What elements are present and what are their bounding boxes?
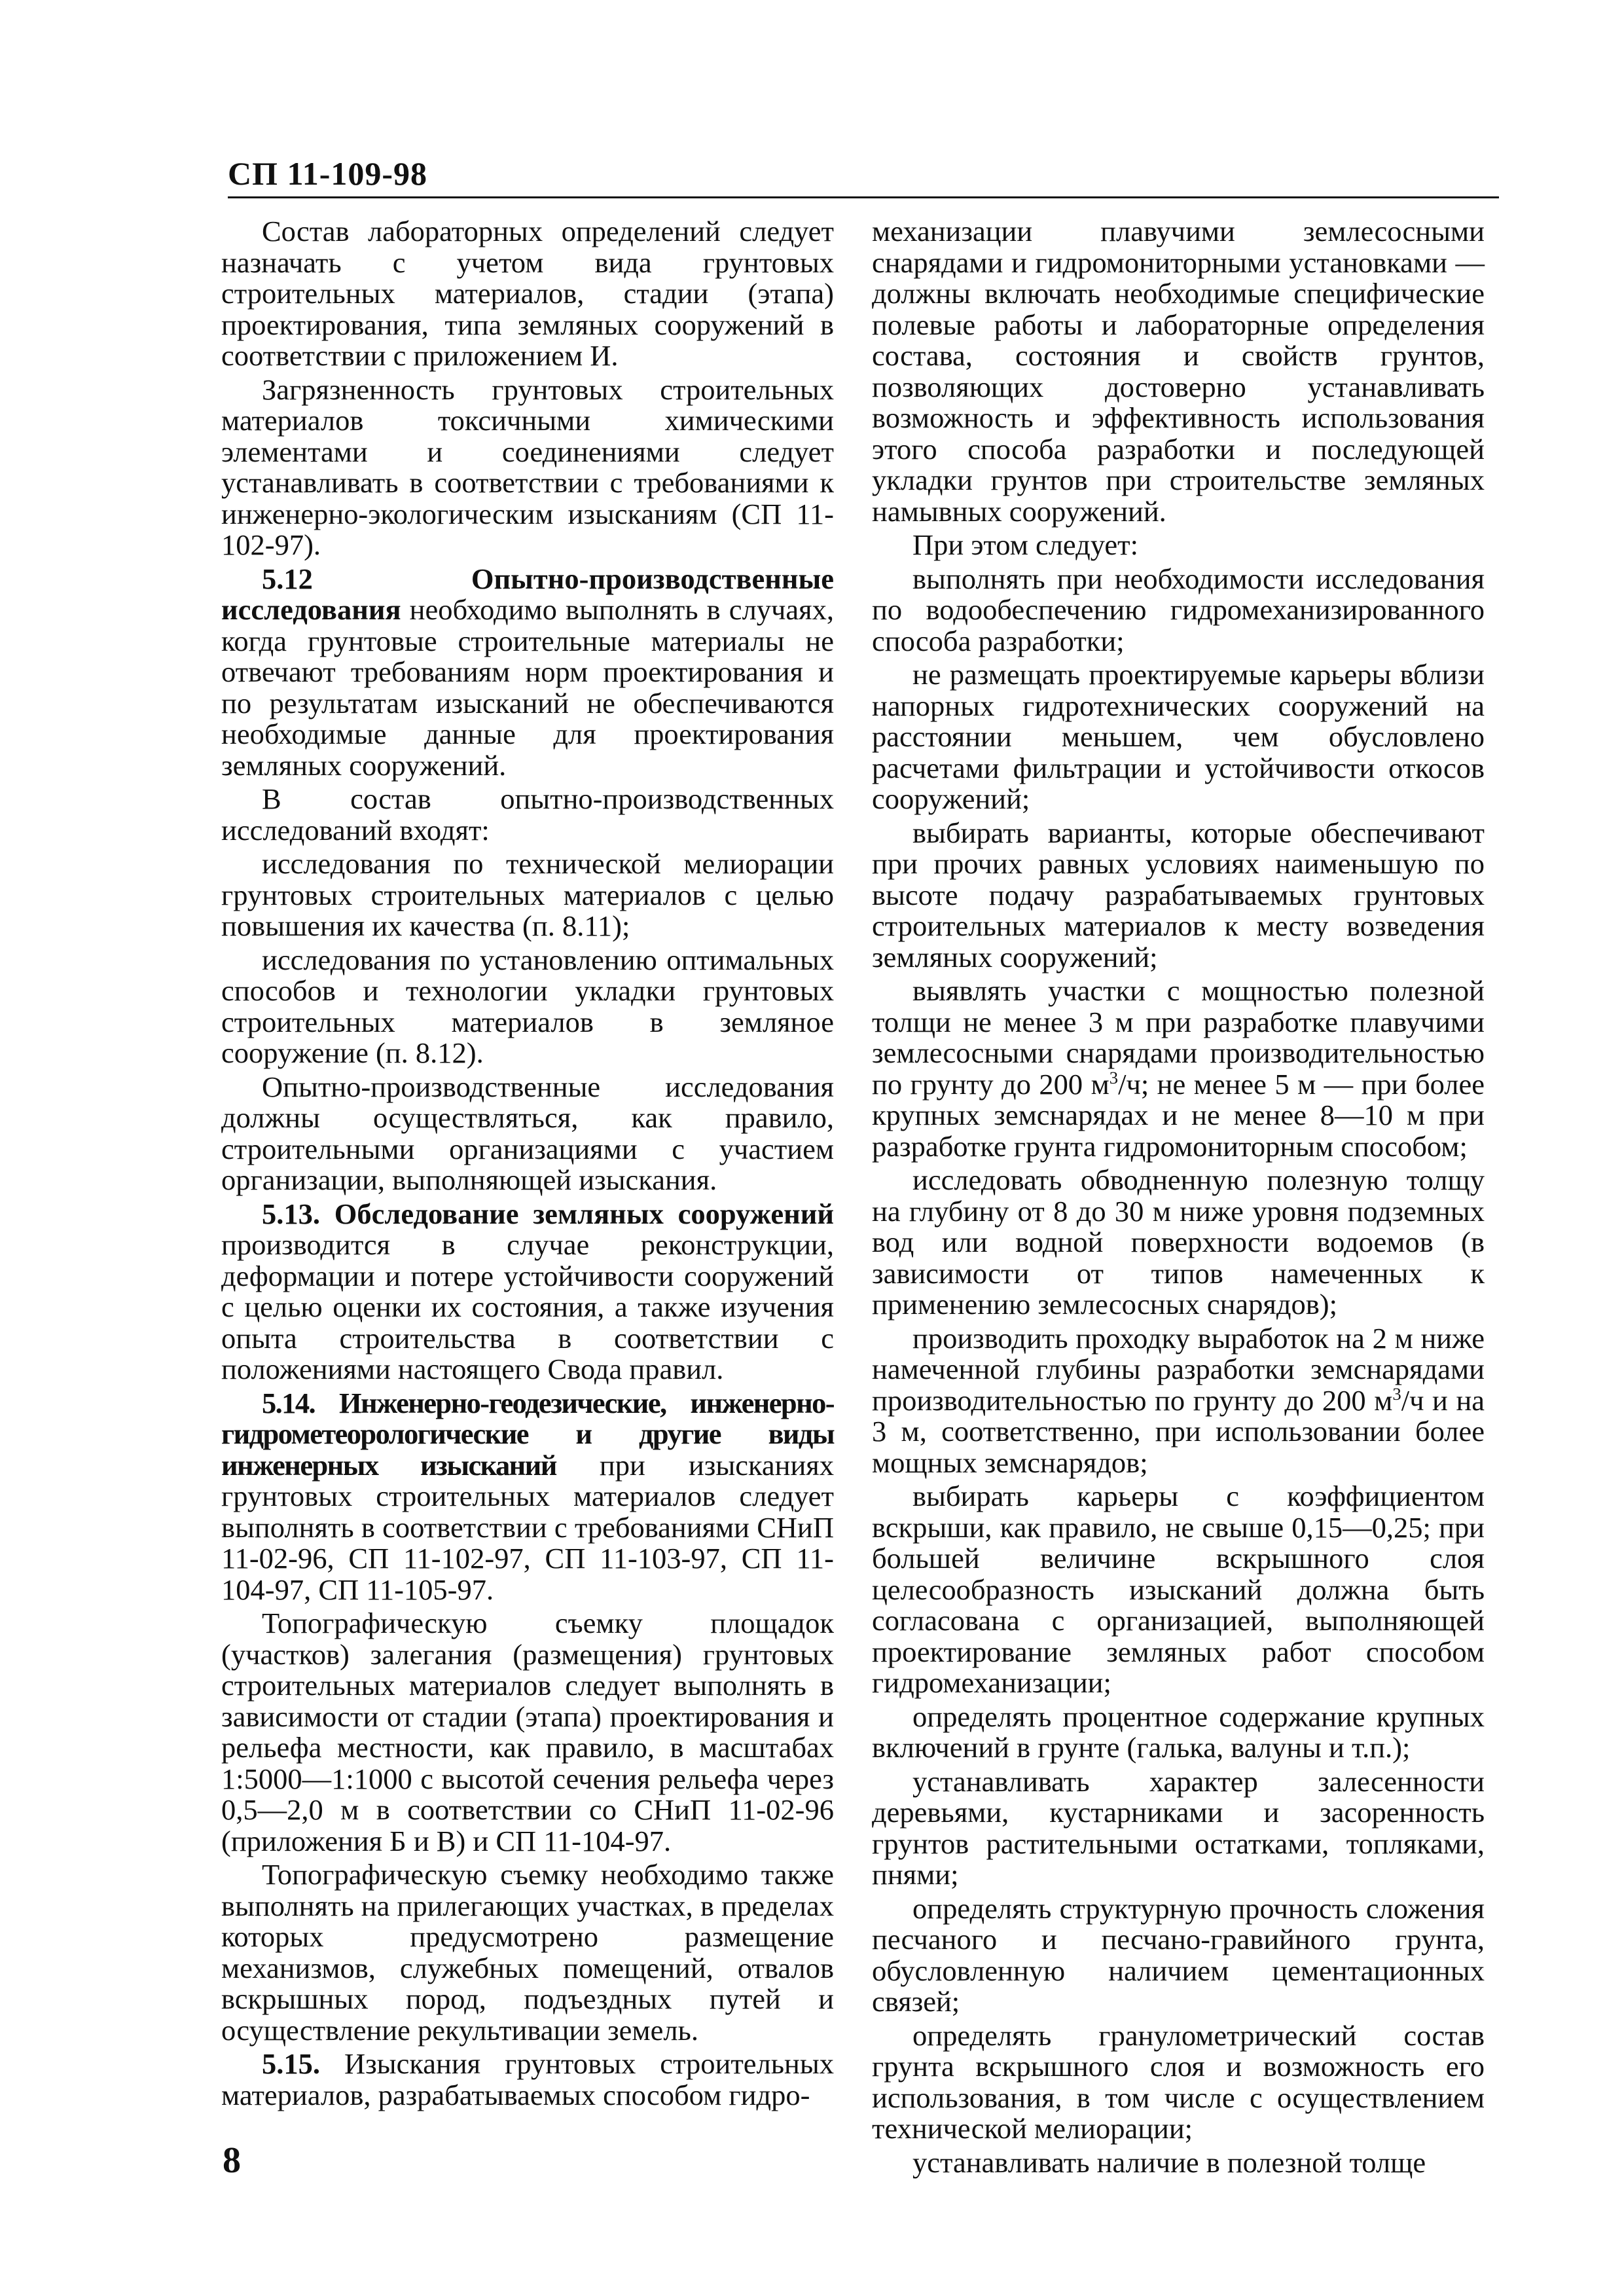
list-item-text: производить проходку выработок на 2 м ниже намеченной глубины разработки земснарядами производительностью по грунту до 200 м [872,1321,1485,1417]
paragraph-section-5-12 [221,564,834,782]
list-item: определять гранулометрический состав грунта вскрышного слоя и возможность его использования, в том числе с осуществлением технической мелиорации; [872,2018,1485,2145]
section-heading: 5.12 Опытно-производственные исследования [221,562,834,626]
left-column [221,216,834,2113]
paragraph-text: необходимо выполнять в случаях, когда грунтовые строительные материалы не отвечают требованиям норм проектирования и по результатам изысканий не обеспечиваются необходимые данные для проектирования земляных сооружений. [221,593,834,782]
list-item: выбирать варианты, которые обеспечивают при прочих равных условиях наименьшую по высоте подачу разрабатываемых грунтовых строительных материалов к месту возведения земляных сооружений; [872,816,1485,974]
page-header [228,156,1499,198]
list-item: выбирать карьеры с коэффициентом вскрыши, как правило, не свыше 0,15—0,25; при большей величине вскрышного слоя целесообразность изысканий должна быть согласована с организацией, выполняющей проектирование земляных работ способом гидромеханизации; [872,1480,1485,1699]
list-item [872,975,1485,1162]
list-item: определять процентное содержание крупных включений в грунте (галька, валуны и т.п.); [872,1700,1485,1764]
list-item-text: /ч и на 3 м, соответственно, при использовании более мощных земснарядов; [872,1383,1485,1479]
paragraph: Топографическую съемку необходимо также выполнять на прилегающих участках, в пределах которых предусмотрено размещение механизмов, служебных помещений, отвалов вскрышных пород, подъездных путей и осуществление рекультивации земель. [221,1858,834,2047]
superscript: 3 [1392,1383,1401,1404]
paragraph-continued: механизации плавучими землесосными снарядами и гидромониторными установками — должны включать необходимые специфические полевые работы и лабораторные определения состава, состояния и свойств грунтов, позволяющих достоверно устанавливать возможность и эффективность использования этого способа разработки и последующей укладки грунтов при строительстве земляных намывных сооружений. [872,215,1485,528]
right-column [872,216,1485,2181]
paragraph-text: производится в случае реконструкции, деформации и потере устойчивости сооружений с целью оценки их состояния, а также изучения опыта строительства в соответствии с положениями настоящего Свода правил. [221,1228,834,1385]
list-item-text: выявлять участки с мощностью полезной толщи не менее 3 м при разработке плавучими землесосными снарядами производительностью по грунту до 200 м [872,974,1485,1101]
list-item: определять структурную прочность сложения песчаного и песчано-гравийного грунта, обусловленную наличием цементационных связей; [872,1891,1485,2018]
section-heading: 5.14. Инженерно-геодезические, инженерно-гидрометеорологические и другие виды инженерных изысканий [221,1386,834,1482]
list-item: не размещать проектируемые карьеры вблизи напорных гидротехнических сооружений на расстоянии меньшем, чем обусловлено расчетами фильтрации и устойчивости откосов сооружений; [872,658,1485,815]
list-item: исследовать обводненную полезную толщу на глубину от 8 до 30 м ниже уровня подземных вод или водной поверхности водоемов (в зависимости от типов намеченных к применению землесосных снарядов); [872,1163,1485,1321]
section-heading: 5.15. [262,2047,320,2080]
page-number: 8 [223,2140,241,2181]
paragraph-text: при изысканиях грунтовых строительных материалов следует выполнять в соответствии с требованиями СНиП 11-02-96, СП 11-102-97, СП 11-103-97, СП 11-104-97, СП 11-105-97. [221,1448,835,1606]
paragraph: исследования по технической мелиорации грунтовых строительных материалов с целью повышения их качества (п. 8.11); [221,847,834,942]
list-item [872,1323,1485,1479]
list-item-text: /ч; не менее 5 м — при более крупных земснарядах и не менее 8—10 м при разработке грунта гидромониторным способом; [872,1067,1485,1163]
paragraph: Топографическую съемку площадок (участков) залегания (размещения) грунтовых строительных материалов следует выполнять в зависимости от стадии (этапа) проектирования и рельефа местности, как правило, в масштабах 1:5000—1:1000 с высотой сечения рельефа через 0,5—2,0 м в соответствии со СНиП 11-02-96 (приложения Б и В) и СП 11-104-97. [221,1607,834,1857]
paragraph: При этом следует: [912,528,1138,561]
paragraph: Опытно-производственные исследования должны осуществляться, как правило, строительными организациями с участием организации, выполняющей изыскания. [221,1070,834,1196]
list-item: устанавливать наличие в полезной толще [912,2145,1426,2179]
paragraph: Загрязненность грунтовых строительных материалов токсичными химическими элементами и соединениями следует устанавливать в соответствии с требованиями к инженерно-экологическим изысканиям (СП 11-102-97). [221,373,834,561]
list-item: выполнять при необходимости исследования по водообеспечению гидромеханизированного способа разработки; [872,562,1485,657]
paragraph: Состав лабораторных определений следует назначать с учетом вида грунтовых строительных материалов, стадии (этапа) проектирования, типа земляных сооружений в соответствии с приложением И. [221,215,834,372]
document-code: СП 11-109-98 [228,155,428,192]
paragraph: исследования по установлению оптимальных способов и технологии укладки грунтовых строительных материалов в земляное сооружение (п. 8.12). [221,943,834,1069]
paragraph-section-5-13 [221,1199,834,1385]
paragraph-text: Изыскания грунтовых строительных материалов, разрабатываемых способом гидро- [221,2047,834,2111]
paragraph-section-5-14 [221,1388,834,1606]
paragraph: В состав опытно-производственных исследований входят: [221,782,834,847]
paragraph-section-5-15 [221,2049,834,2111]
section-heading: 5.13. Обследование земляных сооружений [262,1197,834,1230]
superscript: 3 [1109,1067,1119,1087]
list-item: устанавливать характер залесенности деревьями, кустарниками и засоренность грунтов растительными остатками, топляками, пнями; [872,1764,1485,1891]
